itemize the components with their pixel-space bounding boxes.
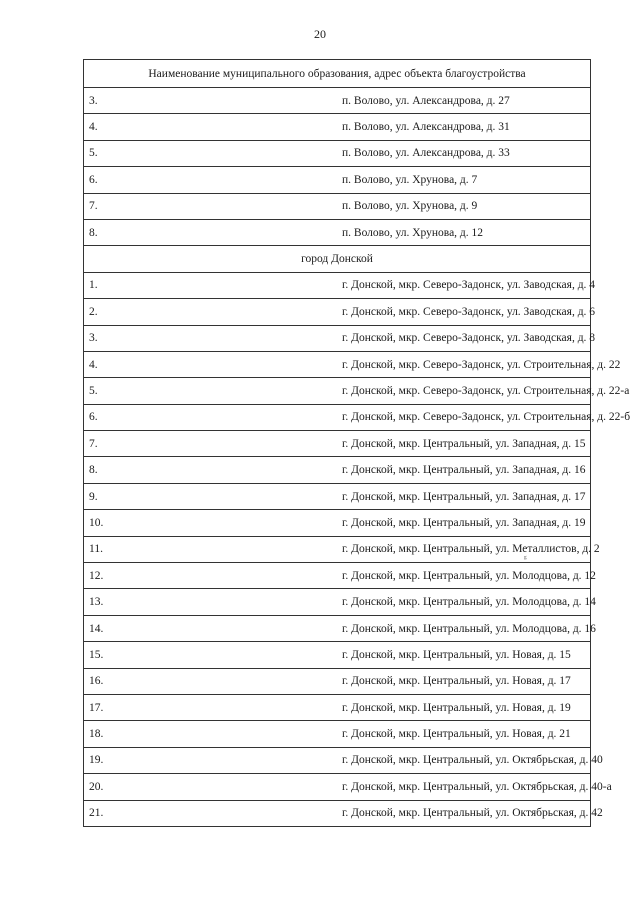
table-row [84, 774, 591, 800]
row-address: г. Донской, мкр. Северо-Задонск, ул. Строительная, д. 22-б [337, 404, 591, 430]
row-number: 10. [84, 510, 338, 536]
row-number: 3. [84, 88, 338, 114]
row-address: г. Донской, мкр. Центральный, ул. Западная, д. 19 [337, 510, 591, 536]
row-number: 3. [84, 325, 338, 351]
objects-table [83, 59, 631, 827]
row-address: г. Донской, мкр. Центральный, ул. Западная, д. 17 [337, 483, 591, 509]
row-number: 5. [84, 140, 338, 166]
row-address: г. Донской, мкр. Северо-Задонск, ул. Строительная, д. 22-а [337, 378, 591, 404]
page-number: 20 [314, 27, 326, 41]
row-address: г. Донской, мкр. Центральный, ул. Новая, д. 19 [337, 694, 591, 720]
row-address: п. Волово, ул. Александрова, д. 31 [337, 114, 591, 140]
table-header: Наименование муниципального образования, адрес объекта благоустройства [84, 60, 591, 88]
row-address: г. Донской, мкр. Центральный, ул. Молодцова, д. 16 [337, 615, 591, 641]
row-number: 19. [84, 747, 338, 773]
row-number: 6. [84, 404, 338, 430]
table-row [84, 114, 591, 140]
table-row [84, 615, 591, 641]
row-address: г. Донской, мкр. Центральный, ул. Октябрьская, д. 40-а [337, 774, 591, 800]
row-address: г. Донской, мкр. Центральный, ул. Новая, д. 17 [337, 668, 591, 694]
table-row [84, 219, 591, 245]
row-number: 8. [84, 219, 338, 245]
table-header-row [84, 60, 591, 88]
row-number: 13. [84, 589, 338, 615]
row-number: 5. [84, 378, 338, 404]
table-row [84, 299, 591, 325]
row-address: г. Донской, мкр. Северо-Задонск, ул. Строительная, д. 22 [337, 351, 591, 377]
row-address: г. Донской, мкр. Центральный, ул. Новая, д. 21 [337, 721, 591, 747]
row-number: 7. [84, 431, 338, 457]
row-address: г. Донской, мкр. Северо-Задонск, ул. Заводская, д. 8 [337, 325, 591, 351]
row-number: 20. [84, 774, 338, 800]
table-body [84, 60, 631, 827]
table-row [84, 378, 591, 404]
table-row [84, 563, 591, 589]
table-row [84, 404, 591, 430]
table-row [84, 668, 591, 694]
table-row [84, 510, 591, 536]
table-row [84, 589, 591, 615]
table-row [84, 800, 591, 826]
row-address: п. Волово, ул. Хрунова, д. 12 [337, 219, 591, 245]
table-row [84, 721, 591, 747]
table-row [84, 457, 591, 483]
table-row [84, 88, 591, 114]
table-row [84, 431, 591, 457]
row-address: г. Донской, мкр. Центральный, ул. Металлистов, д. 2 [337, 536, 591, 562]
row-address: п. Волово, ул. Александрова, д. 27 [337, 88, 591, 114]
section-title: город Донской [84, 246, 591, 272]
row-number: 7. [84, 193, 338, 219]
row-number: 16. [84, 668, 338, 694]
row-number: 4. [84, 351, 338, 377]
row-number: 1. [84, 272, 338, 298]
row-address: г. Донской, мкр. Центральный, ул. Новая, д. 15 [337, 642, 591, 668]
row-number: 4. [84, 114, 338, 140]
row-number: 8. [84, 457, 338, 483]
row-number: 15. [84, 642, 338, 668]
row-address: п. Волово, ул. Хрунова, д. 7 [337, 167, 591, 193]
table-row [84, 694, 591, 720]
row-number: 12. [84, 563, 338, 589]
row-address: г. Донской, мкр. Северо-Задонск, ул. Заводская, д. 6 [337, 299, 591, 325]
table-row [84, 272, 591, 298]
table-row [84, 193, 591, 219]
table-row [84, 747, 591, 773]
row-address: г. Донской, мкр. Центральный, ул. Молодцова, д. 14 [337, 589, 591, 615]
table-row [84, 536, 591, 562]
row-number: 21. [84, 800, 338, 826]
table-row [84, 483, 591, 509]
section-row [84, 246, 591, 272]
row-address: г. Донской, мкр. Центральный, ул. Октябрьская, д. 42 [337, 800, 591, 826]
row-number: 14. [84, 615, 338, 641]
table-row [84, 351, 591, 377]
row-number: 18. [84, 721, 338, 747]
row-number: 2. [84, 299, 338, 325]
row-number: 11. [84, 536, 338, 562]
row-address: г. Донской, мкр. Северо-Задонск, ул. Заводская, д. 4 [337, 272, 591, 298]
table-row [84, 167, 591, 193]
row-address: г. Донской, мкр. Центральный, ул. Октябрьская, д. 40 [337, 747, 591, 773]
table-row [84, 325, 591, 351]
row-number: 9. [84, 483, 338, 509]
row-address: г. Донской, мкр. Центральный, ул. Западная, д. 16 [337, 457, 591, 483]
table-row [84, 642, 591, 668]
row-number: 17. [84, 694, 338, 720]
table-row [84, 140, 591, 166]
scan-mark: ᵍ [524, 553, 527, 563]
row-number: 6. [84, 167, 338, 193]
row-address: п. Волово, ул. Александрова, д. 33 [337, 140, 591, 166]
row-address: г. Донской, мкр. Центральный, ул. Молодцова, д. 12 [337, 563, 591, 589]
row-address: г. Донской, мкр. Центральный, ул. Западная, д. 15 [337, 431, 591, 457]
row-address: п. Волово, ул. Хрунова, д. 9 [337, 193, 591, 219]
